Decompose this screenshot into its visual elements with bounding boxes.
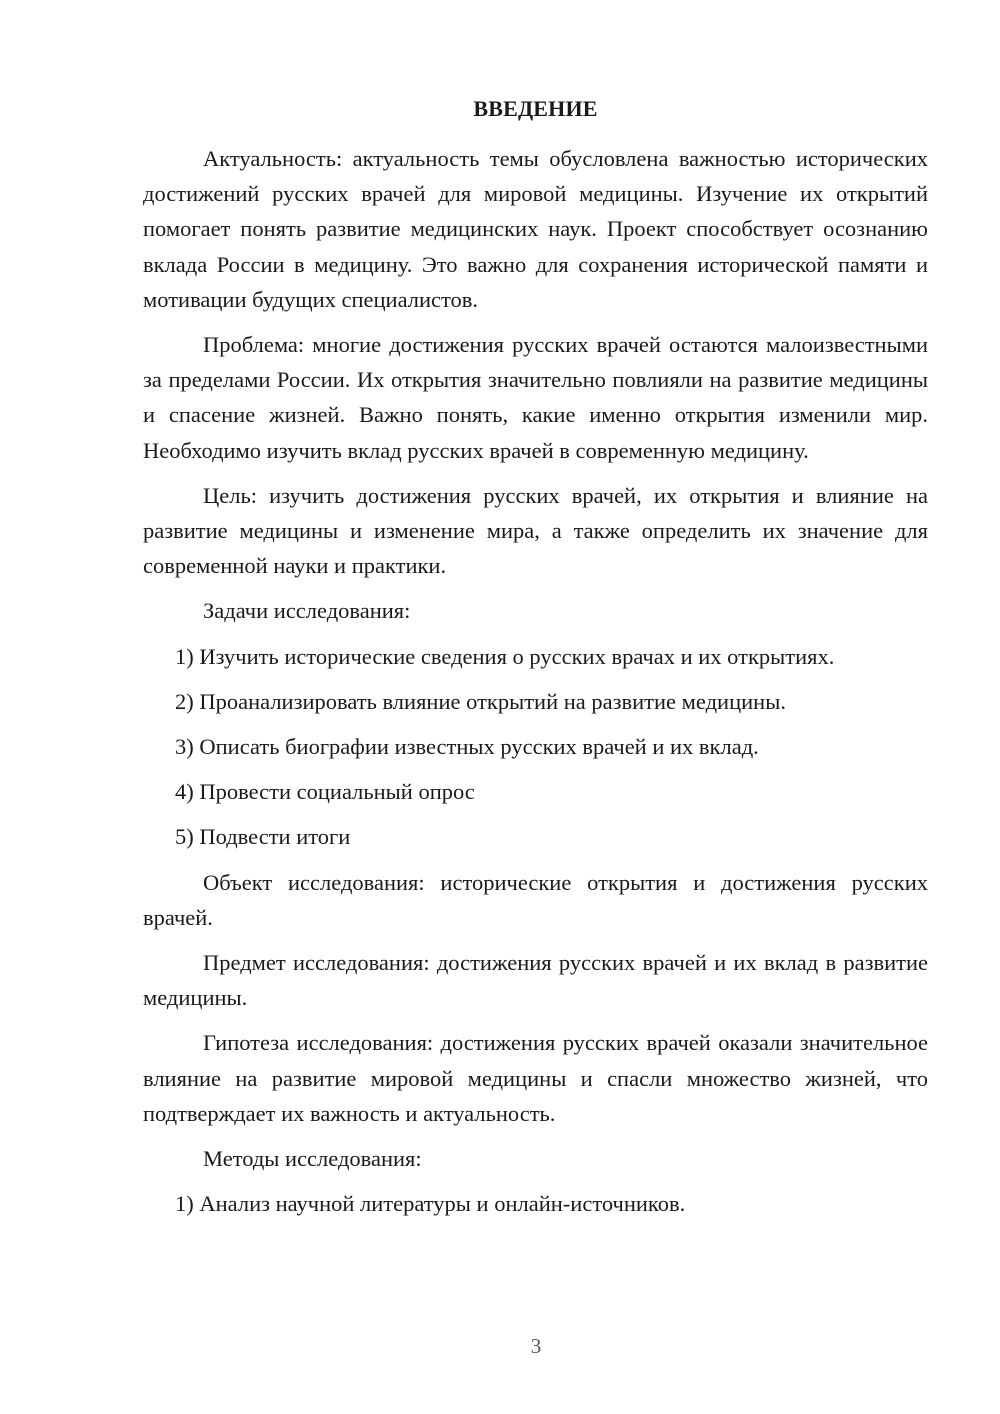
methods-list xyxy=(143,1186,928,1221)
problem-paragraph: Проблема: многие достижения русских врачей остаются малоизвестными за пределами России. Их открытия значительно повлияли на развитие медицины и спасение жизней. Важно понять, какие именно открытия изменили мир. Необходимо изучить вклад русских врачей в современную медицину. xyxy=(143,332,928,463)
object-paragraph: Объект исследования: исторические открытия и достижения русских врачей. xyxy=(143,869,928,930)
goal-paragraph: Цель: изучить достижения русских врачей, их открытия и влияние на развитие медицины и изменение мира, а также определить их значение для современной науки и практики. xyxy=(143,482,928,579)
subject-paragraph: Предмет исследования: достижения русских врачей и их вклад в развитие медицины. xyxy=(143,950,928,1011)
methods-label: Методы исследования: xyxy=(203,1146,422,1172)
list-item: 2) Проанализировать влияние открытий на развитие медицины. xyxy=(175,688,786,714)
list-item: 5) Подвести итоги xyxy=(175,824,351,850)
relevance-paragraph: Актуальность: актуальность темы обусловлена важностью исторических достижений русских врачей для мировой медицины. Изучение их открытий помогает понять развитие медицинских наук. Проект способствует осознанию вклада России в медицину. Это важно для сохранения исторической памяти и мотивации будущих специалистов. xyxy=(143,146,928,312)
list-item: 4) Провести социальный опрос xyxy=(175,779,475,805)
section-title: ВВЕДЕНИЕ xyxy=(473,96,598,121)
page-content xyxy=(143,95,928,1231)
page-number xyxy=(0,1334,1000,1359)
tasks-label: Задачи исследования: xyxy=(203,598,411,624)
page-number-text: 3 xyxy=(530,1334,542,1358)
list-item: 1) Анализ научной литературы и онлайн-источников. xyxy=(175,1191,686,1217)
list-item: 3) Описать биографии известных русских врачей и их вклад. xyxy=(175,734,759,760)
list-item: 1) Изучить исторические сведения о русских врачах и их открытиях. xyxy=(175,643,835,669)
hypothesis-paragraph: Гипотеза исследования: достижения русских врачей оказали значительное влияние на развитие мировой медицины и спасли множество жизней, что подтверждает их важность и актуальность. xyxy=(143,1030,928,1126)
tasks-list xyxy=(143,639,928,855)
